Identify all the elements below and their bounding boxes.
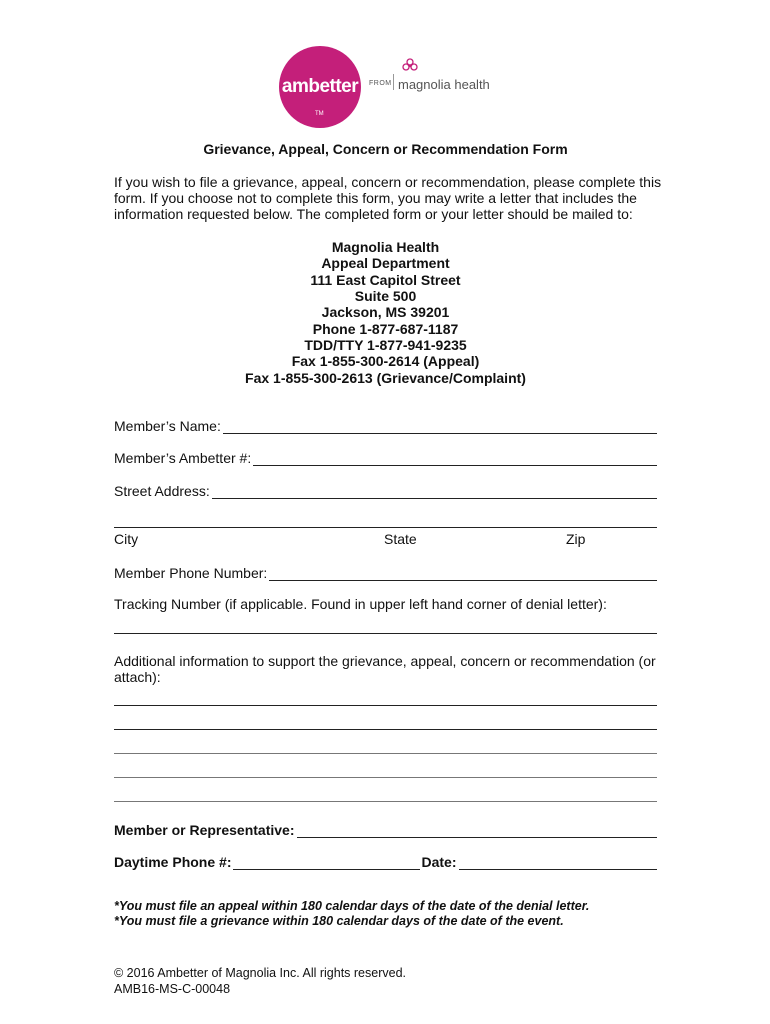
- address-line-8: Fax 1-855-300-2614 (Appeal): [291, 353, 480, 369]
- from-label: FROM: [369, 80, 392, 87]
- representative-field[interactable]: [297, 823, 657, 838]
- ambetter-number-row: [114, 448, 657, 466]
- representative-label: Member or Representative:: [114, 822, 295, 838]
- address-line-3: 111 East Capitol Street: [310, 272, 461, 288]
- copyright-text: © 2016 Ambetter of Magnolia Inc. All rights reserved.: [114, 966, 406, 980]
- date-field[interactable]: [459, 855, 658, 870]
- city-label: City: [114, 531, 139, 547]
- grievance-deadline-note: *You must file a grievance within 180 calendar days of the date of the event.: [114, 914, 564, 928]
- representative-row: [114, 820, 657, 838]
- address-line-6: Phone 1-877-687-1187: [312, 321, 459, 337]
- address-line-5: Jackson, MS 39201: [321, 304, 450, 320]
- street-address-row: [114, 481, 657, 499]
- additional-info-line-1[interactable]: [114, 705, 657, 706]
- tracking-number-field[interactable]: [114, 633, 657, 634]
- member-name-field[interactable]: [223, 419, 657, 434]
- address-line-2: Appeal Department: [321, 255, 450, 271]
- street-address-field[interactable]: [212, 484, 657, 499]
- member-phone-field[interactable]: [269, 566, 657, 581]
- additional-info-label-1: Additional information to support the grievance, appeal, concern or recommendation (or: [114, 653, 656, 669]
- magnolia-health-logo-text: magnolia health: [398, 77, 490, 92]
- daytime-phone-label: Daytime Phone #:: [114, 854, 232, 870]
- ambetter-number-label: Member’s Ambetter #:: [114, 450, 252, 466]
- date-label: Date:: [421, 854, 457, 870]
- intro-line-1: If you wish to file a grievance, appeal, concern or recommendation, please complete this: [114, 174, 662, 190]
- member-name-label: Member’s Name:: [114, 418, 221, 434]
- address-line-9: Fax 1-855-300-2613 (Grievance/Complaint): [245, 370, 526, 386]
- zip-label: Zip: [566, 531, 586, 547]
- daytime-phone-field[interactable]: [233, 855, 420, 870]
- intro-line-2: form. If you choose not to complete this form, you may write a letter that includes the: [114, 190, 637, 206]
- address-line-7: TDD/TTY 1-877-941-9235: [304, 337, 467, 353]
- city-state-zip-field[interactable]: [114, 527, 657, 528]
- form-code: AMB16-MS-C-00048: [114, 982, 231, 996]
- state-label: State: [384, 531, 417, 547]
- ambetter-logo-text: ambetter: [281, 76, 359, 97]
- member-name-row: [114, 416, 657, 434]
- logo-divider: [393, 74, 394, 90]
- intro-line-3: information requested below. The completed form or your letter should be mailed to:: [114, 206, 633, 222]
- member-phone-label: Member Phone Number:: [114, 565, 268, 581]
- daytime-phone-date-row: [114, 852, 657, 870]
- appeal-deadline-note: *You must file an appeal within 180 calendar days of the date of the denial letter.: [114, 899, 590, 913]
- trademark-icon: TM: [315, 111, 324, 117]
- address-line-1: Magnolia Health: [331, 239, 440, 255]
- member-phone-row: [114, 563, 657, 581]
- magnolia-flower-icon: [402, 58, 418, 74]
- form-title: Grievance, Appeal, Concern or Recommendation Form: [203, 141, 568, 157]
- additional-info-line-5[interactable]: [114, 801, 657, 802]
- tracking-number-label: Tracking Number (if applicable. Found in upper left hand corner of denial letter):: [114, 596, 607, 612]
- ambetter-number-field[interactable]: [253, 451, 657, 466]
- additional-info-line-3[interactable]: [114, 753, 657, 754]
- additional-info-line-4[interactable]: [114, 777, 657, 778]
- additional-info-label-2: attach):: [114, 669, 161, 685]
- address-line-4: Suite 500: [354, 288, 417, 304]
- street-address-label: Street Address:: [114, 483, 210, 499]
- additional-info-line-2[interactable]: [114, 729, 657, 730]
